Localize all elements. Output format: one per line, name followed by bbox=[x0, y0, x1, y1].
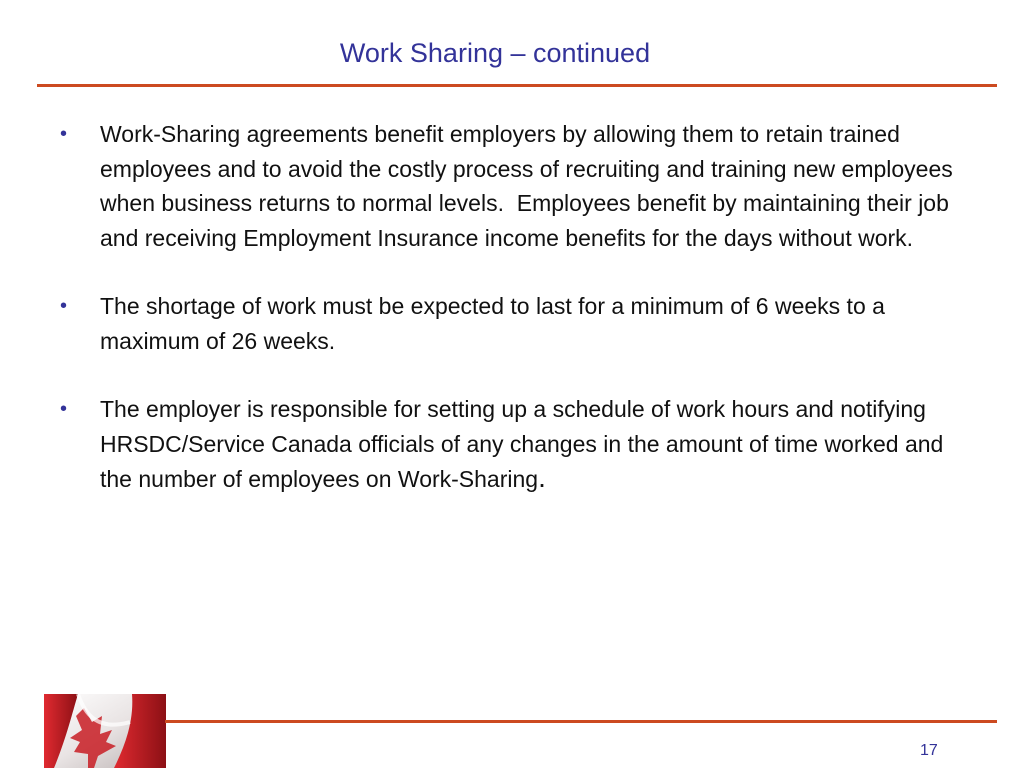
bullet-item bbox=[58, 289, 973, 358]
bullet-marker: • bbox=[60, 295, 68, 317]
bullet-item bbox=[58, 117, 973, 255]
bullet-marker: • bbox=[60, 123, 68, 145]
page-number: 17 bbox=[920, 742, 938, 759]
bullet-text-wrapper bbox=[100, 392, 973, 497]
bullet-item bbox=[58, 392, 973, 497]
title-divider bbox=[37, 84, 997, 87]
bullet-text: Work-Sharing agreements benefit employers by allowing them to retain trained employees and to avoid the costly process of recruiting and training new employees when business returns to normal levels. Employees benefit by maintaining their job and receiving Employment Insurance income benefits for the days without work. bbox=[100, 121, 953, 251]
footer-divider bbox=[165, 720, 997, 723]
bullet-marker: • bbox=[60, 398, 68, 420]
slide-title: Work Sharing – continued bbox=[339, 38, 651, 68]
canada-flag-icon bbox=[44, 694, 166, 768]
bullet-list bbox=[58, 117, 973, 531]
bullet-text: The employer is responsible for setting up a schedule of work hours and notifying HRSDC/Service Canada officials of any changes in the amount of time worked and the number of employees on Work-Sharing bbox=[100, 396, 944, 492]
bullet-end-mark: . bbox=[538, 462, 546, 493]
bullet-text: The shortage of work must be expected to last for a minimum of 6 weeks to a maximum of 26 weeks. bbox=[100, 293, 885, 354]
